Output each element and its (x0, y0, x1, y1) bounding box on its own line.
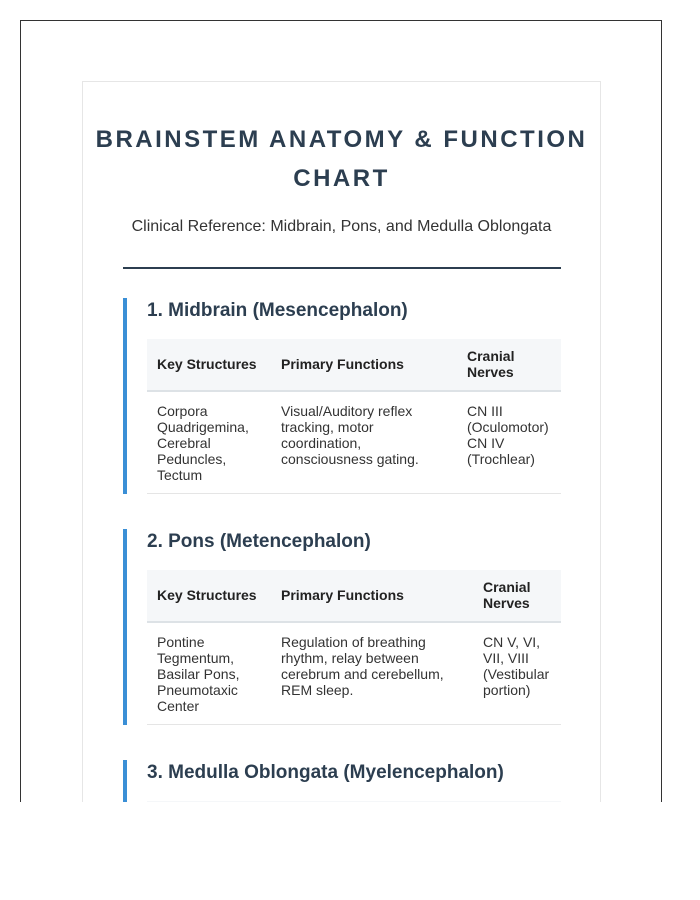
cell-structures: Pontine Tegmentum, Basilar Pons, Pneumotaxic Center (147, 622, 271, 725)
page-frame (20, 20, 662, 802)
header-divider (123, 267, 561, 269)
cell-functions: Regulation of breathing rhythm, relay between cerebrum and cerebellum, REM sleep. (271, 622, 473, 725)
section-heading: 3. Medulla Oblongata (Myelencephalon) (147, 762, 504, 783)
table-row (147, 391, 561, 494)
table-top-edge (147, 801, 561, 802)
table-header-row (147, 339, 561, 391)
page-title: BRAINSTEM ANATOMY & FUNCTION CHART (95, 126, 588, 192)
section-heading: 1. Midbrain (Mesencephalon) (147, 300, 408, 321)
column-header-functions: Primary Functions (271, 339, 457, 391)
cell-functions: Visual/Auditory reflex tracking, motor coordination, consciousness gating. (271, 391, 457, 494)
pons-table (147, 570, 561, 725)
cell-nerves: CN V, VI, VII, VIII (Vestibular portion) (473, 622, 561, 725)
section-medulla (123, 760, 565, 802)
column-header-structures: Key Structures (147, 570, 271, 622)
section-heading: 2. Pons (Metencephalon) (147, 531, 371, 552)
column-header-functions: Primary Functions (271, 570, 473, 622)
page-subtitle: Clinical Reference: Midbrain, Pons, and Medulla Oblongata (131, 218, 552, 235)
table-header-row (147, 570, 561, 622)
cell-structures: Corpora Quadrigemina, Cerebral Peduncles, Tectum (147, 391, 271, 494)
column-header-nerves: Cranial Nerves (473, 570, 561, 622)
table-row (147, 622, 561, 725)
section-pons (123, 529, 565, 725)
chart-card (82, 81, 601, 802)
column-header-structures: Key Structures (147, 339, 271, 391)
section-midbrain (123, 298, 565, 494)
midbrain-table (147, 339, 561, 494)
cell-nerves: CN III (Oculomotor) CN IV (Trochlear) (457, 391, 561, 494)
column-header-nerves: Cranial Nerves (457, 339, 561, 391)
